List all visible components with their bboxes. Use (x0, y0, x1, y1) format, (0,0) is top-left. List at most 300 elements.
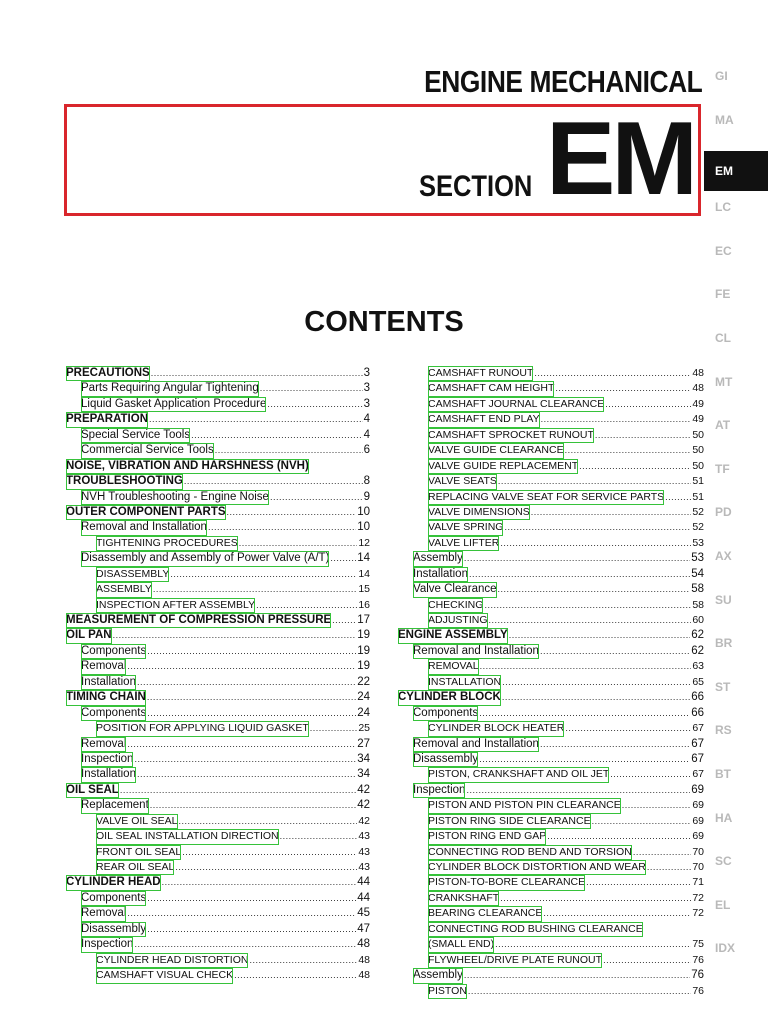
toc-page-number: 76 (692, 984, 704, 997)
toc-entry-label[interactable]: Liquid Gasket Application Procedure (81, 397, 266, 412)
toc-page-number: 8 (363, 475, 370, 488)
toc-entry-label[interactable]: Installation (81, 767, 136, 782)
tab-fe[interactable]: FE (715, 287, 731, 302)
toc-leader-dots (184, 474, 363, 489)
toc-entry-label[interactable]: FLYWHEEL/DRIVE PLATE RUNOUT (428, 953, 602, 968)
toc-entry[interactable] (66, 412, 370, 427)
toc-leader-dots (191, 428, 363, 443)
toc-entry-label[interactable]: Components (81, 706, 146, 721)
toc-entry-label[interactable]: VALVE SPRING (428, 520, 503, 535)
toc-entry[interactable] (66, 690, 370, 705)
toc-entry[interactable] (398, 443, 704, 458)
toc-page-number: 15 (358, 583, 370, 596)
toc-leader-dots (541, 412, 692, 427)
toc-entry[interactable] (66, 922, 370, 937)
toc-entry-label[interactable]: Assembly (413, 551, 463, 566)
toc-entry[interactable] (66, 829, 370, 844)
toc-leader-dots (179, 814, 358, 829)
toc-page-number: 12 (358, 536, 370, 549)
toc-entry-label[interactable]: OIL SEAL INSTALLATION DIRECTION (96, 829, 279, 844)
toc-entry-label[interactable]: FRONT OIL SEAL (96, 845, 181, 860)
tab-lc[interactable]: LC (715, 200, 731, 215)
toc-left-column (66, 366, 370, 984)
toc-leader-dots (565, 721, 691, 736)
toc-page-number: 50 (692, 428, 704, 441)
toc-entry-label[interactable]: TIMING CHAIN (66, 690, 146, 705)
toc-page-number: 76 (691, 969, 704, 982)
toc-page-number: 43 (358, 845, 370, 858)
toc-leader-dots (534, 366, 691, 381)
toc-entry[interactable] (398, 381, 704, 396)
toc-entry-label[interactable]: Removal (81, 659, 126, 674)
toc-leader-dots (479, 706, 690, 721)
toc-entry-label[interactable]: CAMSHAFT JOURNAL CLEARANCE (428, 397, 604, 412)
toc-entry[interactable] (398, 721, 704, 736)
toc-entry[interactable] (66, 505, 370, 520)
toc-leader-dots (468, 984, 691, 999)
toc-leader-dots (175, 860, 357, 875)
header-title: ENGINE MECHANICAL (423, 64, 702, 99)
toc-leader-dots (330, 551, 356, 566)
section-tabs (704, 62, 768, 978)
toc-entry-label[interactable]: CAMSHAFT VISUAL CHECK (96, 968, 233, 983)
toc-entry-label[interactable]: CONNECTING ROD BEND AND TORSION (428, 845, 632, 860)
toc-entry[interactable] (398, 875, 704, 890)
toc-page-number: 66 (691, 706, 704, 719)
toc-entry[interactable] (66, 875, 370, 890)
toc-entry[interactable] (398, 551, 704, 566)
toc-entry[interactable] (398, 582, 704, 597)
toc-entry-label[interactable]: VALVE OIL SEAL (96, 814, 178, 829)
tab-su[interactable]: SU (715, 592, 732, 607)
toc-entry-label[interactable]: Removal and Installation (413, 737, 539, 752)
tab-ma[interactable]: MA (715, 112, 734, 127)
toc-leader-dots (489, 613, 692, 628)
toc-leader-dots (595, 428, 691, 443)
toc-entry[interactable] (398, 459, 704, 474)
toc-leader-dots (610, 767, 691, 782)
toc-entry[interactable] (66, 520, 370, 535)
toc-entry-label[interactable]: Inspection (81, 937, 133, 952)
tab-tf[interactable]: TF (715, 461, 730, 476)
toc-entry-label[interactable]: REPLACING VALVE SEAT FOR SERVICE PARTS (428, 490, 664, 505)
toc-page-number: 53 (692, 536, 704, 549)
toc-entry[interactable] (66, 659, 370, 674)
toc-page-number: 69 (691, 783, 704, 796)
toc-entry-label[interactable]: Removal and Installation (413, 644, 539, 659)
toc-entry[interactable] (398, 505, 704, 520)
toc-page-number: 4 (363, 428, 370, 441)
toc-entry[interactable] (398, 922, 704, 937)
toc-entry[interactable] (66, 613, 370, 628)
toc-leader-dots (500, 536, 691, 551)
toc-leader-dots (134, 752, 356, 767)
toc-entry[interactable] (66, 381, 370, 396)
tab-pd[interactable]: PD (715, 505, 732, 520)
toc-entry[interactable] (398, 598, 704, 613)
toc-leader-dots (504, 520, 691, 535)
toc-entry-label[interactable]: REAR OIL SEAL (96, 860, 174, 875)
toc-entry[interactable] (398, 937, 704, 952)
tab-ec[interactable]: EC (715, 243, 732, 258)
toc-entry-label[interactable]: Inspection (81, 752, 133, 767)
toc-page-number: 22 (357, 675, 370, 688)
toc-leader-dots (147, 891, 356, 906)
toc-entry[interactable] (398, 675, 704, 690)
toc-leader-dots (647, 860, 691, 875)
toc-entry[interactable] (66, 798, 370, 813)
toc-entry[interactable] (66, 628, 370, 643)
toc-entry[interactable] (398, 968, 704, 983)
toc-entry-label[interactable]: DISASSEMBLY (96, 567, 169, 582)
toc-page-number: 62 (691, 644, 704, 657)
toc-entry-label[interactable]: POSITION FOR APPLYING LIQUID GASKET (96, 721, 309, 736)
toc-entry-label[interactable]: REMOVAL (428, 659, 479, 674)
toc-page-number: 51 (692, 490, 704, 503)
toc-entry[interactable] (66, 953, 370, 968)
toc-entry[interactable] (66, 906, 370, 921)
toc-page-number: 9 (363, 490, 370, 503)
tab-st[interactable]: ST (715, 679, 731, 694)
toc-page-number: 49 (692, 397, 704, 410)
toc-entry[interactable] (66, 397, 370, 412)
toc-entry[interactable] (398, 536, 704, 551)
toc-page-number: 19 (357, 629, 370, 642)
tab-ax[interactable]: AX (715, 548, 732, 563)
toc-entry[interactable] (66, 752, 370, 767)
toc-entry[interactable] (398, 490, 704, 505)
toc-leader-dots (127, 906, 356, 921)
tab-mt[interactable]: MT (715, 374, 733, 389)
toc-entry-label[interactable]: Removal (81, 906, 126, 921)
toc-entry[interactable] (398, 706, 704, 721)
toc-entry[interactable] (66, 428, 370, 443)
toc-entry-label[interactable]: CYLINDER HEAD DISTORTION (96, 953, 248, 968)
toc-entry-label[interactable]: CAMSHAFT CAM HEIGHT (428, 381, 554, 396)
toc-entry-label[interactable]: MEASUREMENT OF COMPRESSION PRESSURE (66, 613, 331, 628)
toc-entry-label[interactable]: BEARING CLEARANCE (428, 906, 542, 921)
toc-entry[interactable] (398, 412, 704, 427)
toc-entry-label[interactable]: CAMSHAFT SPROCKET RUNOUT (428, 428, 594, 443)
toc-entry[interactable] (398, 613, 704, 628)
toc-page-number: 43 (358, 830, 370, 843)
toc-entry-label[interactable]: CYLINDER HEAD (66, 875, 161, 890)
toc-page-number: 42 (357, 799, 370, 812)
toc-page-number: 67 (692, 768, 704, 781)
tab-sc[interactable]: SC (715, 854, 732, 869)
toc-entry[interactable] (66, 459, 370, 474)
toc-leader-dots (464, 968, 690, 983)
toc-page-number: 27 (357, 737, 370, 750)
toc-entry[interactable] (398, 845, 704, 860)
toc-entry[interactable] (66, 536, 370, 551)
toc-leader-dots (484, 598, 691, 613)
toc-page-number: 63 (692, 660, 704, 673)
toc-entry[interactable] (66, 937, 370, 952)
toc-leader-dots (586, 875, 691, 890)
toc-entry-label[interactable]: TROUBLESHOOTING (66, 474, 183, 489)
toc-leader-dots (332, 613, 356, 628)
toc-page-number: 3 (363, 382, 370, 395)
toc-entry-label[interactable]: VALVE LIFTER (428, 536, 499, 551)
toc-leader-dots (147, 706, 356, 721)
toc-entry-label[interactable]: TIGHTENING PROCEDURES (96, 536, 238, 551)
toc-entry-label[interactable]: PRECAUTIONS (66, 366, 150, 381)
toc-entry[interactable] (398, 690, 704, 705)
toc-entry-label[interactable]: Commercial Service Tools (81, 443, 214, 458)
toc-page-number: 44 (357, 876, 370, 889)
tab-cl[interactable]: CL (715, 330, 731, 345)
toc-entry[interactable] (398, 767, 704, 782)
toc-page-number: 45 (357, 907, 370, 920)
toc-leader-dots (509, 628, 691, 643)
toc-entry[interactable] (398, 984, 704, 999)
toc-entry[interactable] (66, 490, 370, 505)
toc-entry[interactable] (398, 829, 704, 844)
toc-entry-label[interactable]: INSPECTION AFTER ASSEMBLY (96, 598, 255, 613)
toc-leader-dots (531, 505, 692, 520)
toc-entry-label[interactable]: OUTER COMPONENT PARTS (66, 505, 226, 520)
toc-entry-label[interactable]: VALVE SEATS (428, 474, 497, 489)
toc-entry[interactable] (66, 644, 370, 659)
toc-entry-label[interactable]: Valve Clearance (413, 582, 497, 597)
toc-page-number: 49 (692, 413, 704, 426)
toc-leader-dots (555, 381, 691, 396)
toc-entry-label[interactable]: CRANKSHAFT (428, 891, 499, 906)
toc-entry[interactable] (398, 520, 704, 535)
toc-page-number: 58 (692, 598, 704, 611)
toc-leader-dots (260, 381, 363, 396)
toc-page-number: 69 (692, 814, 704, 827)
tab-em[interactable]: EM (704, 151, 768, 191)
toc-entry-label[interactable]: ASSEMBLY (96, 582, 152, 597)
toc-leader-dots (134, 937, 356, 952)
toc-entry[interactable] (66, 474, 370, 489)
toc-entry[interactable] (66, 598, 370, 613)
toc-leader-dots (113, 628, 357, 643)
toc-entry-label[interactable]: VALVE DIMENSIONS (428, 505, 530, 520)
toc-leader-dots (147, 922, 356, 937)
toc-entry-label[interactable]: Installation (81, 675, 136, 690)
toc-page-number: 52 (692, 505, 704, 518)
toc-entry-label[interactable]: Disassembly (81, 922, 146, 937)
toc-entry-label[interactable]: CONNECTING ROD BUSHING CLEARANCE (428, 922, 643, 937)
toc-page-number: 25 (358, 722, 370, 735)
toc-entry-label[interactable]: Components (413, 706, 478, 721)
toc-leader-dots (234, 968, 357, 983)
toc-entry[interactable] (66, 721, 370, 736)
toc-page-number: 76 (692, 953, 704, 966)
toc-page-number: 58 (691, 583, 704, 596)
toc-page-number: 24 (357, 691, 370, 704)
toc-page-number: 67 (691, 752, 704, 765)
toc-entry[interactable] (66, 845, 370, 860)
toc-entry-label[interactable]: Installation (413, 567, 468, 582)
toc-entry-label[interactable]: Assembly (413, 968, 463, 983)
toc-right-column (398, 366, 704, 999)
toc-page-number: 42 (357, 783, 370, 796)
tab-idx[interactable]: IDX (715, 941, 736, 956)
toc-leader-dots (622, 798, 692, 813)
tab-br[interactable]: BR (715, 636, 733, 651)
toc-entry-label[interactable]: VALVE GUIDE CLEARANCE (428, 443, 564, 458)
tab-bt[interactable]: BT (715, 766, 731, 781)
section-code: EM (546, 101, 694, 217)
toc-entry[interactable] (398, 860, 704, 875)
toc-leader-dots (137, 675, 356, 690)
toc-page-number: 52 (692, 521, 704, 534)
toc-entry[interactable] (398, 366, 704, 381)
toc-entry[interactable] (66, 582, 370, 597)
toc-entry-label[interactable]: (SMALL END) (428, 937, 494, 952)
toc-entry-label[interactable]: PISTON AND PISTON PIN CLEARANCE (428, 798, 621, 813)
toc-leader-dots (543, 906, 691, 921)
toc-leader-dots (479, 752, 690, 767)
toc-leader-dots (502, 690, 690, 705)
toc-entry[interactable] (398, 644, 704, 659)
toc-entry[interactable] (398, 397, 704, 412)
toc-entry-label[interactable]: INSTALLATION (428, 675, 501, 690)
toc-entry[interactable] (66, 737, 370, 752)
toc-entry[interactable] (66, 783, 370, 798)
toc-entry[interactable] (398, 953, 704, 968)
toc-page-number: 43 (358, 861, 370, 873)
toc-entry[interactable] (66, 968, 370, 983)
toc-entry-label[interactable]: CHECKING (428, 598, 483, 613)
toc-entry[interactable] (66, 706, 370, 721)
toc-entry[interactable] (398, 814, 704, 829)
toc-leader-dots (120, 783, 356, 798)
toc-entry[interactable] (398, 428, 704, 443)
toc-entry[interactable] (398, 783, 704, 798)
toc-entry-label[interactable]: PISTON RING SIDE CLEARANCE (428, 814, 591, 829)
toc-leader-dots (267, 397, 362, 412)
toc-leader-dots (150, 798, 356, 813)
toc-entry-label[interactable]: ADJUSTING (428, 613, 488, 628)
toc-entry[interactable] (66, 366, 370, 381)
toc-leader-dots (605, 397, 691, 412)
toc-entry-label[interactable]: OIL SEAL (66, 783, 119, 798)
toc-page-number: 48 (358, 953, 370, 966)
toc-entry-label[interactable]: VALVE GUIDE REPLACEMENT (428, 459, 578, 474)
toc-entry-label[interactable]: CYLINDER BLOCK (398, 690, 501, 705)
toc-entry[interactable] (66, 567, 370, 582)
toc-entry-label[interactable]: Inspection (413, 783, 465, 798)
toc-page-number: 62 (691, 629, 704, 642)
toc-page-number: 19 (357, 660, 370, 673)
toc-entry-label[interactable]: Special Service Tools (81, 428, 190, 443)
toc-entry-label[interactable]: NOISE, VIBRATION AND HARSHNESS (NVH) (66, 459, 309, 474)
toc-entry-label[interactable]: Components (81, 891, 146, 906)
toc-entry[interactable] (66, 891, 370, 906)
toc-leader-dots (162, 875, 357, 890)
toc-entry-label[interactable]: CYLINDER BLOCK DISTORTION AND WEAR (428, 860, 646, 875)
toc-entry[interactable] (398, 628, 704, 643)
toc-leader-dots (153, 582, 357, 597)
toc-entry[interactable] (66, 443, 370, 458)
toc-entry[interactable] (66, 675, 370, 690)
toc-entry-label[interactable]: CYLINDER BLOCK HEATER (428, 721, 564, 736)
toc-page-number: 19 (357, 644, 370, 657)
toc-entry[interactable] (66, 551, 370, 566)
toc-entry-label[interactable]: Removal (81, 737, 126, 752)
toc-page-number: 72 (692, 907, 704, 920)
toc-leader-dots (227, 505, 357, 520)
toc-page-number: 14 (358, 567, 370, 580)
toc-entry-label[interactable]: PISTON RING END GAP (428, 829, 546, 844)
toc-entry[interactable] (398, 906, 704, 921)
toc-entry-label[interactable]: Disassembly and Assembly of Power Valve (A/T) (81, 551, 329, 566)
toc-entry-label[interactable]: PREPARATION (66, 412, 148, 427)
toc-leader-dots (469, 567, 690, 582)
toc-page-number: 10 (357, 505, 370, 518)
toc-page-number: 70 (692, 861, 704, 873)
toc-leader-dots (147, 690, 356, 705)
toc-entry[interactable] (398, 891, 704, 906)
toc-entry-label[interactable]: Components (81, 644, 146, 659)
toc-leader-dots (182, 845, 357, 860)
toc-entry[interactable] (398, 798, 704, 813)
section-label: SECTION (418, 170, 532, 203)
toc-entry-label[interactable]: Removal and Installation (81, 520, 207, 535)
toc-entry-label[interactable]: OIL PAN (66, 628, 112, 643)
toc-page-number: 3 (363, 367, 370, 379)
toc-leader-dots (208, 520, 356, 535)
toc-leader-dots (500, 891, 691, 906)
contents-title: CONTENTS (304, 306, 464, 338)
toc-leader-dots (464, 551, 690, 566)
toc-entry[interactable] (66, 814, 370, 829)
toc-entry-label[interactable]: Parts Requiring Angular Tightening (81, 381, 259, 396)
tab-el[interactable]: EL (715, 897, 731, 912)
toc-page-number: 6 (363, 444, 370, 457)
toc-entry[interactable] (398, 752, 704, 767)
toc-entry[interactable] (66, 767, 370, 782)
toc-entry-label[interactable]: PISTON (428, 984, 467, 999)
toc-leader-dots (256, 598, 357, 613)
toc-entry-label[interactable]: CAMSHAFT END PLAY (428, 412, 540, 427)
toc-page-number: 48 (692, 382, 704, 395)
toc-leader-dots (502, 675, 691, 690)
toc-leader-dots (547, 829, 691, 844)
toc-entry-label[interactable]: Disassembly (413, 752, 478, 767)
tab-rs[interactable]: RS (715, 723, 732, 738)
toc-entry[interactable] (66, 860, 370, 875)
toc-leader-dots (239, 536, 358, 551)
toc-entry[interactable] (398, 567, 704, 582)
toc-leader-dots (665, 490, 691, 505)
toc-entry-label[interactable]: NVH Troubleshooting - Engine Noise (81, 490, 269, 505)
toc-leader-dots (498, 582, 691, 597)
toc-page-number: 71 (692, 876, 704, 889)
toc-page-number: 3 (363, 397, 370, 410)
toc-leader-dots (579, 459, 691, 474)
toc-page-number: 75 (692, 938, 704, 951)
toc-entry[interactable] (398, 659, 704, 674)
toc-entry[interactable] (398, 474, 704, 489)
tab-at[interactable]: AT (715, 418, 731, 433)
toc-entry[interactable] (398, 737, 704, 752)
toc-entry-label[interactable]: ENGINE ASSEMBLY (398, 628, 508, 643)
tab-ha[interactable]: HA (715, 810, 733, 825)
toc-page-number: 14 (357, 552, 370, 565)
tab-gi[interactable]: GI (715, 69, 728, 83)
toc-entry-label[interactable]: PISTON-TO-BORE CLEARANCE (428, 875, 585, 890)
toc-leader-dots (310, 721, 358, 736)
toc-entry-label[interactable]: Replacement (81, 798, 149, 813)
toc-entry-label[interactable]: CAMSHAFT RUNOUT (428, 366, 533, 381)
toc-entry-label[interactable]: PISTON, CRANKSHAFT AND OIL JET (428, 767, 609, 782)
